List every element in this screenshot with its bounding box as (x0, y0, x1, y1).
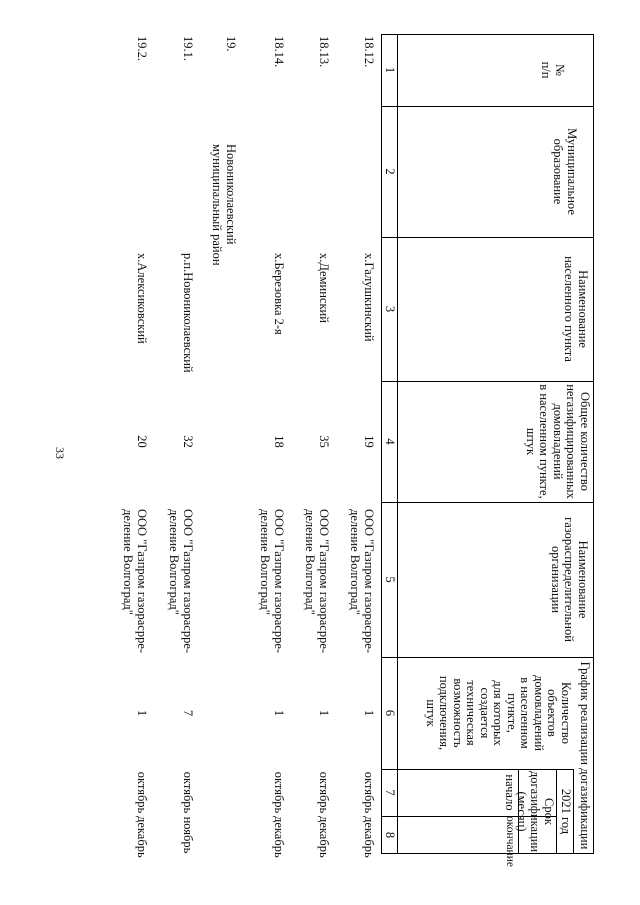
row-19-1-organization: ООО "Газпром газорасpре- деление Волгоград" (167, 509, 195, 654)
row-19-2-end: декабрь (135, 816, 149, 858)
col-number-3: 3 (383, 305, 397, 313)
row-19-1-settlement: р.п.Новониколаевский (181, 253, 195, 373)
header-settlement: Наименование населенного пункта (562, 256, 590, 362)
row-18-12-number: 18.12. (362, 36, 376, 68)
row-19-1-end: ноябрь (181, 816, 195, 854)
row-18-14-settlement: х.Березовка 2-я (272, 253, 286, 335)
row-18-13-start: октябрь (317, 771, 331, 814)
header-start: начало (503, 774, 517, 811)
col-number-8: 8 (383, 831, 397, 839)
header-organization: Наименование газораспределительной организации (549, 517, 590, 642)
header-year: 2021 год (559, 788, 573, 835)
row-19-1-total: 32 (181, 435, 195, 448)
year-rule (556, 769, 557, 854)
row-19-1-start: октябрь (181, 771, 195, 814)
row-18-13-total: 35 (317, 435, 331, 448)
row-18-12-total: 19 (362, 435, 376, 448)
row-18-14-count: 1 (272, 709, 286, 717)
row-19-municipality: Новониколаевский муниципальный район (210, 144, 238, 266)
row-18-13-count: 1 (317, 709, 331, 717)
row-18-12-start: октябрь (362, 771, 376, 814)
page-number: 33 (53, 447, 67, 459)
row-19-2-start: октябрь (135, 771, 149, 814)
header-bottom-rule (397, 34, 398, 854)
row-19-1-number: 19.1. (181, 36, 195, 61)
row-18-14-end: декабрь (272, 816, 286, 858)
col-number-1: 1 (383, 66, 397, 74)
gasification-schedule-table (92, 34, 594, 867)
col-number-7: 7 (383, 789, 397, 796)
header-schedule: График реализации догазификации (578, 661, 592, 850)
row-19-2-number: 19.2. (135, 36, 149, 61)
row-19-2-organization: ООО "Газпром газорасpре- деление Волгоград" (121, 509, 149, 654)
row-18-12-end: декабрь (362, 816, 376, 858)
row-19-2-settlement: х.Алексиковский (135, 253, 149, 344)
row-18-13-settlement: х.Деминский (317, 253, 331, 323)
header-term: Срок догазификации (месяц) (515, 770, 556, 853)
table-top-border (593, 34, 594, 854)
row-18-12-settlement: х.Галушкинский (362, 253, 376, 342)
row-19-2-total: 20 (135, 435, 149, 448)
col-number-6: 6 (383, 709, 397, 717)
row-18-13-end: декабрь (317, 816, 331, 858)
row-18-12-count: 1 (362, 709, 376, 717)
row-19-2-count: 1 (135, 709, 149, 717)
group-rule (573, 769, 574, 854)
row-18-14-number: 18.14. (272, 36, 286, 68)
row-18-14-organization: ООО "Газпром газорасpре- деление Волгоград" (258, 509, 286, 654)
col-number-5: 5 (383, 576, 397, 583)
header-end: окончание (504, 816, 516, 867)
header-number: № п/п (539, 61, 567, 79)
header-municipality: Муниципальное образование (551, 128, 579, 215)
row-18-13-number: 18.13. (317, 36, 331, 68)
header-total-households: Общее количество негазифицированных домовладений в населенном пункте, штук (524, 384, 592, 499)
row-19-number: 19. (224, 36, 238, 52)
row-18-14-start: октябрь (272, 771, 286, 814)
row-18-12-organization: ООО "Газпром газорасpре- деление Волгоград" (348, 509, 376, 654)
header-objects-count: Количество объектов домовладений в населенном пункте, для которых создается техническая возможность подключения, штук (424, 674, 573, 752)
row-18-14-total: 18 (272, 435, 286, 448)
row-18-13-organization: ООО "Газпром газорасpре- деление Волгоград" (303, 509, 331, 654)
row-19-1-count: 7 (181, 709, 195, 717)
col-number-2: 2 (383, 168, 397, 175)
col-number-4: 4 (383, 438, 397, 445)
